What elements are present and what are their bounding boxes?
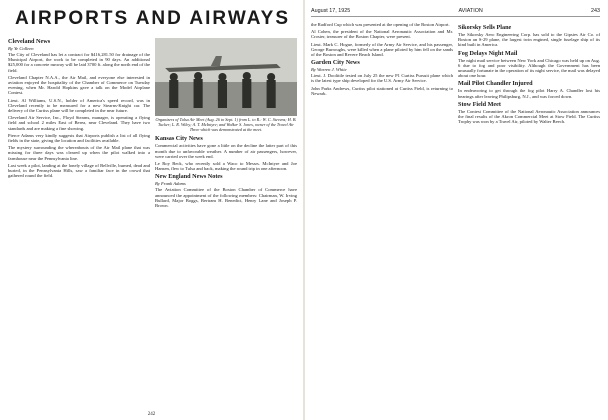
section-title-kansas-city: Kansas City News xyxy=(155,135,203,143)
byline-garden-city: By Warren J. White xyxy=(311,67,347,73)
running-date: August 17, 1925 xyxy=(311,8,351,14)
right-column-1 xyxy=(311,22,453,126)
photo-illustration xyxy=(155,38,297,116)
page-title: AIRPORTS AND AIRWAYS xyxy=(14,8,291,29)
photo-caption: Organizers of Tulsa Air Meet (Aug. 26 to Sept. 1) from L. to R.: W. C. Stevens; H. B. Tucker; L. R. Wiley; A. T. McIntyre; and Walker S. Jones, owner of the Travel Air Three which was demonstrated at the meet. xyxy=(155,117,297,132)
byline-cleveland: By Ye Colleen xyxy=(8,46,34,51)
paragraph: Al Cohen, the president of the National Aeronautic Association and Mr. Crosier, treasurer of the Boston Chapter, were present. xyxy=(311,29,453,40)
photo-tulsa-air-meet xyxy=(155,38,297,116)
section-title-new-england: New England News Notes xyxy=(155,173,223,181)
section-title-stow-field: Stow Field Meet xyxy=(458,100,501,108)
section-title-garden-city: Garden City News xyxy=(311,59,360,67)
left-column-2 xyxy=(155,36,297,210)
section-title-cleveland: Cleveland News xyxy=(8,38,51,45)
paragraph: Le Roy Beck, who recently sold a Waco to Messrs. McIntyre and Joe Hansen, flew to Tulsa and back, making the round trip in one afternoon. xyxy=(155,161,297,172)
paragraph: the Radford Cup which was presented at the opening of the Boston Airport. xyxy=(311,22,450,27)
right-page xyxy=(305,0,608,420)
paragraph: Cleveland Chapter N.A.A., the Air Mail, and everyone else interested in aviation enjoyed the hospitality of the Chamber of Commerce on Tuesday evening, when Mr. Harold Hopkins gave a talk on the Model Airplane Contest. xyxy=(8,74,150,96)
page-number-right: 243 xyxy=(591,8,600,14)
right-column-2 xyxy=(458,22,600,126)
paragraph: In endeavoring to get through the fog pilot Harry A. Chandler lost his bearings after leaving Philipsburg, N.J., and was forced down. xyxy=(458,88,600,99)
section-title-mail-pilot: Mail Pilot Chandler Injured xyxy=(458,80,533,88)
paragraph: Lieut. Al Williams, U.S.N., holder of America's speed record, was in Cleveland recently to be measured for a new Stearns-Knight car. The delivery of the Curtiss plane will be completed in the near future. xyxy=(8,97,150,114)
page-number: 242 xyxy=(147,412,156,417)
paragraph: Lieut. Mark C. Hogue, formerly of the Army Air Service, and his passenger, George Burroughs, were killed when a plane piloted by him fell on the sands of the Boston and Revere Beach Island. xyxy=(311,41,453,58)
paragraph: Cleveland Air Service, Inc., Floyd Stearns, manager, is operating a flying field and school 2 miles East of Berea, near Cleveland. They have two standards and are making a fine showing. xyxy=(8,115,150,131)
paragraph: Lieut. J. Doolittle tested on July 25 the new P1 Curtiss Pursuit plane which is the latest type ship developed for the U.S. Army Air Service. xyxy=(311,73,453,84)
left-page xyxy=(0,0,303,420)
paragraph: The City of Cleveland has let a contract for $416,281.50 for drainage of the Municipal Airport, the work to be completed in 90 days. An additional $25,000 for a concrete runway will be laid 3700 ft. along the north end of the field. xyxy=(8,52,150,73)
section-title-sikorsky: Sikorsky Sells Plane xyxy=(458,24,512,31)
paragraph: The Contest Committee of the National Aeronautic Association announces the final results of the Akron Commercial Meet at Stow Field. The Curtiss Trophy was won by a Travel Air, piloted by Walter Beech. xyxy=(458,108,600,125)
paragraph: The mystery surrounding the whereabouts of the Air Mail plane that was missing for three days was cleared up when the pilot walked into a farmhouse near the Pennsylvania line. xyxy=(8,145,150,161)
paragraph: John Parks Andrews, Curtiss pilot stationed at Curtiss Field, is returning to Newark. xyxy=(311,85,453,96)
paragraph: Last week a pilot, landing at the lonely village of Bellville, burned, dead and buried, in the Pennsylvania Hills, saw a familiar face in the crowd that gathered round the field. xyxy=(8,162,150,179)
paragraph: Pierce Adams very kindly suggests that Airports publish a list of all flying fields in the state, giving the location and facilities available. xyxy=(8,132,150,144)
paragraph: The Aviation Committee of the Boston Chamber of Commerce have announced the appointment of the following members: Chairman, W. Irving Bullard, Major Boggs, Bertram H. Benedict, Henry Lane and Joseph P. Brown. xyxy=(155,187,297,209)
running-title: AVIATION xyxy=(458,8,483,14)
running-header xyxy=(311,8,600,17)
byline-new-england: By Frank Adams xyxy=(155,181,186,187)
paragraph: The night mail service between New York and Chicago was held up on Aug. 6 due to fog and poor visibility. Although the Government has been unusually fortunate in the operation of its night service, the mail was delayed about one hour. xyxy=(458,57,600,79)
paragraph: Commercial activities have gone a little on the decline the latter part of this month due to unfavorable weather. A number of air passengers, however, were carried over the week end. xyxy=(155,143,297,159)
left-column-1 xyxy=(8,36,150,210)
section-title-fog-delays: Fog Delays Night Mail xyxy=(458,49,518,57)
paragraph: The Sikorsky Aero Engineering Corp. has sold to the Gipsies Air Co. of Boston an S-29 plane, the largest twin engined, single fuselage ship of its kind built in America. xyxy=(458,32,600,48)
